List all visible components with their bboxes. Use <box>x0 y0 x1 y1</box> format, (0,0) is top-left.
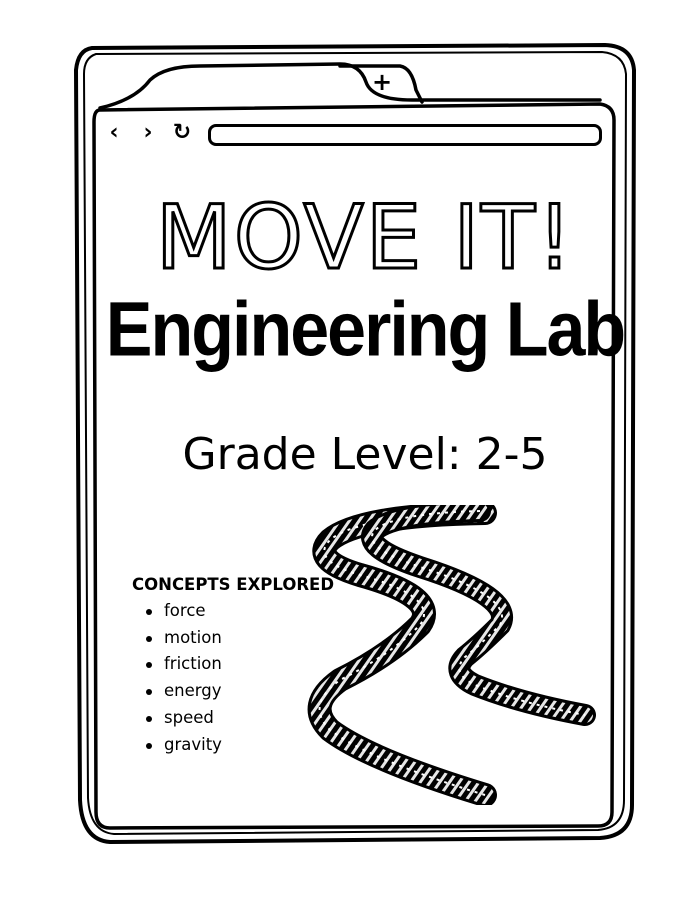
poster-subtitle: Engineering Lab <box>105 286 625 372</box>
concepts-heading: CONCEPTS EXPLORED <box>132 575 335 594</box>
reload-icon[interactable]: ↻ <box>172 120 192 145</box>
forward-icon[interactable]: › <box>143 120 153 145</box>
concept-item: force <box>132 598 362 625</box>
browser-nav-controls <box>103 118 193 148</box>
concept-item: gravity <box>132 732 362 759</box>
concept-item: friction <box>132 651 362 678</box>
tire-tracks-illustration <box>300 505 600 805</box>
concept-item: motion <box>132 625 362 652</box>
address-bar[interactable] <box>208 124 602 146</box>
concept-item: energy <box>132 678 362 705</box>
concept-item: speed <box>132 705 362 732</box>
grade-level: Grade Level: 2-5 <box>182 429 548 480</box>
poster-title: MOVE IT! <box>155 186 575 289</box>
back-icon[interactable]: ‹ <box>109 120 119 145</box>
browser-tab <box>100 64 600 108</box>
new-tab-plus-icon[interactable]: + <box>371 68 393 96</box>
